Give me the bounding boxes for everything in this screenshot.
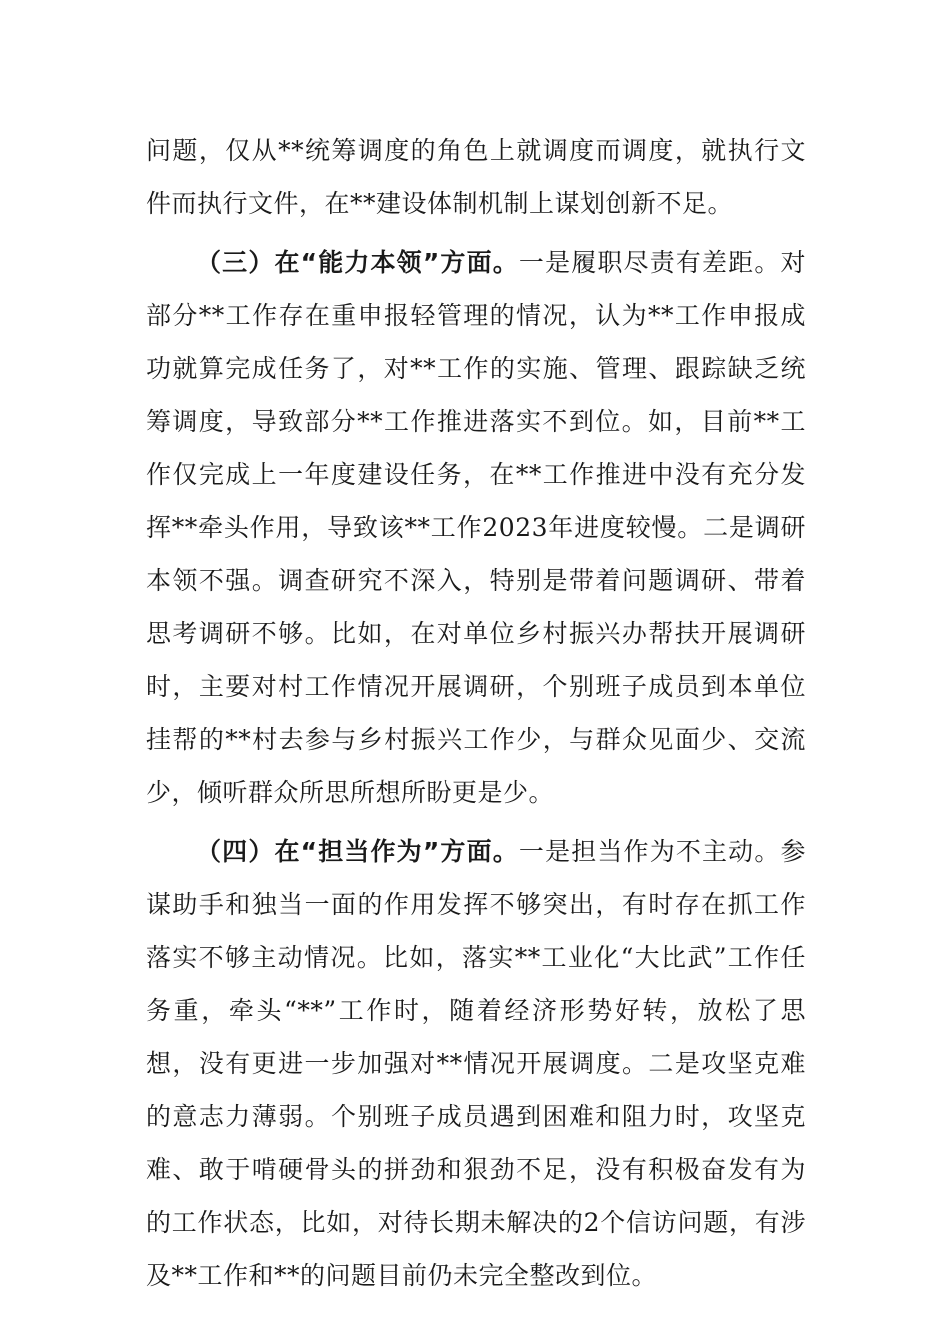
section-three-heading: （三）在“能力本领”方面。 (196, 248, 519, 277)
section-four-body: 一是担当作为不主动。参谋助手和独当一面的作用发挥不够突出，有时存在抓工作落实不够主动情况。比如，落实**工业化“大比武”工作任务重，牵头“**”工作时，随着经济形势好转，放松了思想，没有更进一步加强对**情况开展调度。二是攻坚克难的意志力薄弱。个别班子成员遇到困难和阻力时，攻坚克难、敢于啃硬骨头的拼劲和狠劲不足，没有积极奋发有为的工作状态，比如，对待长期未解决的2个信访问题，有涉及**工作和**的问题目前仍未完全整改到位。 (146, 837, 806, 1290)
paragraph-continued-text: 问题，仅从**统筹调度的角色上就调度而调度，就执行文件而执行文件，在**建设体制机制上谋划创新不足。 (146, 136, 806, 218)
section-four-paragraph (146, 825, 806, 1302)
section-three-body: 一是履职尽责有差距。对部分**工作存在重申报轻管理的情况，认为**工作申报成功就算完成任务了，对**工作的实施、管理、跟踪缺乏统筹调度，导致部分**工作推进落实不到位。如，目前**工作仅完成上一年度建设任务，在**工作推进中没有充分发挥**牵头作用，导致该**工作2023年进度较慢。二是调研本领不强。调查研究不深入，特别是带着问题调研、带着思考调研不够。比如，在对单位乡村振兴办帮扶开展调研时，主要对村工作情况开展调研，个别班子成员到本单位挂帮的**村去参与乡村振兴工作少，与群众见面少、交流少，倾听群众所思所想所盼更是少。 (146, 248, 806, 807)
paragraph-continued (146, 124, 806, 230)
document-body (146, 124, 806, 1302)
section-four-heading: （四）在“担当作为”方面。 (196, 837, 519, 866)
section-three-paragraph (146, 236, 806, 819)
